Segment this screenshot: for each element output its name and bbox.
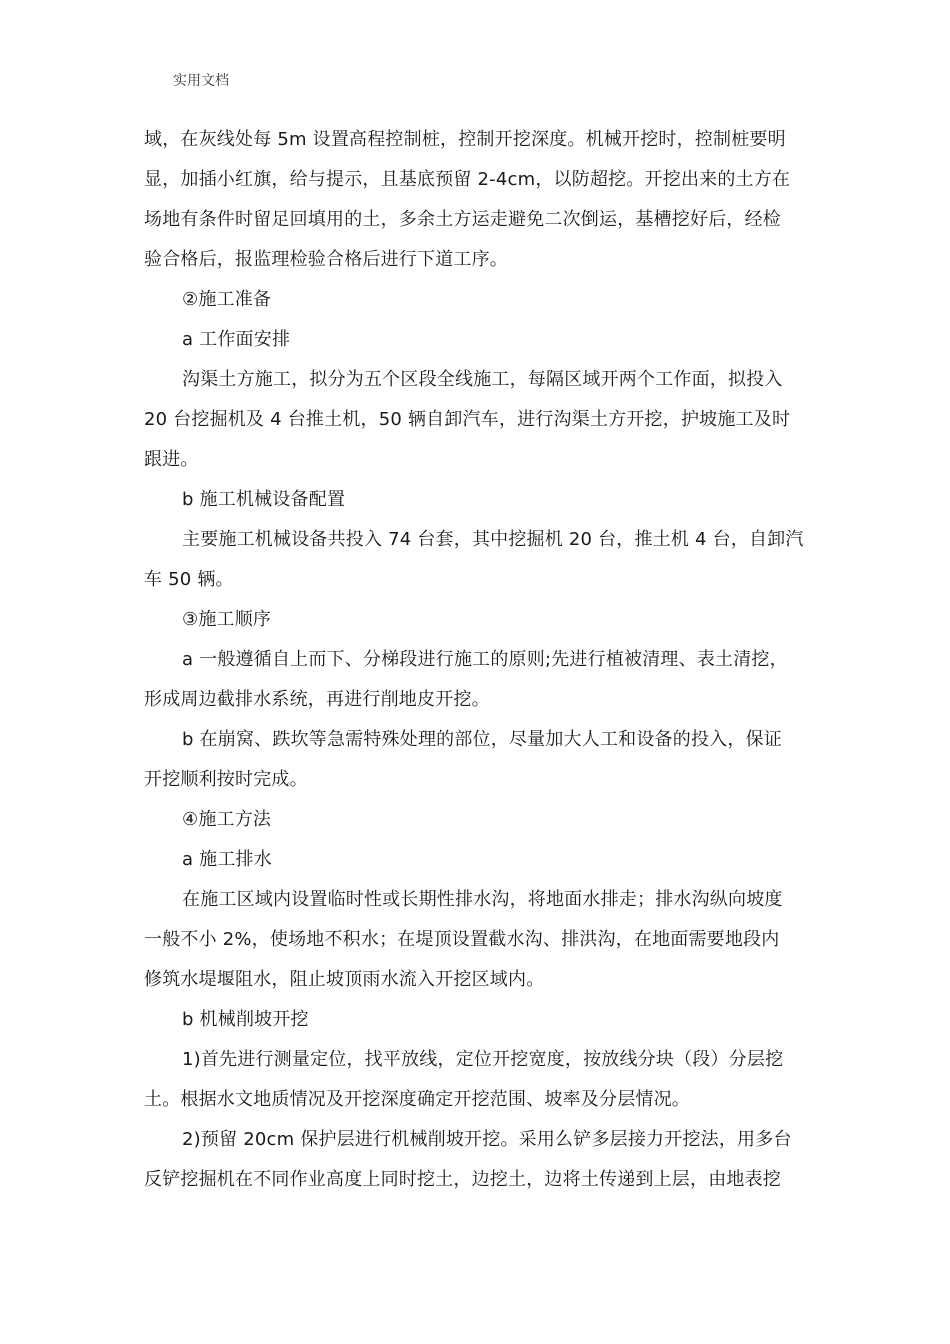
page-header: 实用文档 bbox=[173, 73, 229, 89]
text-line: ④施工方法 bbox=[182, 809, 272, 830]
text-line: 1)首先进行测量定位，找平放线，定位开挖宽度，按放线分块（段）分层挖 bbox=[182, 1049, 784, 1070]
text-line: 场地有条件时留足回填用的土，多余土方运走避免二次倒运，基槽挖好后，经检 bbox=[144, 209, 781, 230]
text-line: 主要施工机械设备共投入 74 台套，其中挖掘机 20 台，推土机 4 台，自卸汽 bbox=[182, 529, 804, 550]
text-line: b 机械削坡开挖 bbox=[182, 1009, 309, 1030]
text-line: 在施工区域内设置临时性或长期性排水沟，将地面水排走；排水沟纵向坡度 bbox=[182, 889, 783, 910]
text-line: a 施工排水 bbox=[182, 849, 272, 870]
text-line: b 施工机械设备配置 bbox=[182, 489, 346, 510]
text-line: 土。根据水文地质情况及开挖深度确定开挖范围、坡率及分层情况。 bbox=[144, 1089, 690, 1110]
text-line: 2)预留 20cm 保护层进行机械削坡开挖。采用么铲多层接力开挖法，用多台 bbox=[182, 1129, 792, 1150]
text-line: 车 50 辆。 bbox=[144, 569, 234, 590]
text-line: 反铲挖掘机在不同作业高度上同时挖土，边挖土，边将土传递到上层，由地表挖 bbox=[144, 1169, 781, 1190]
text-line: 显，加插小红旗，给与提示，且基底预留 2-4cm，以防超挖。开挖出来的土方在 bbox=[144, 169, 791, 190]
text-line: 沟渠土方施工，拟分为五个区段全线施工，每隔区域开两个工作面，拟投入 bbox=[182, 369, 783, 390]
text-line: a 一般遵循自上而下、分梯段进行施工的原则;先进行植被清理、表土清挖， bbox=[182, 649, 788, 670]
text-line: 验合格后，报监理检验合格后进行下道工序。 bbox=[144, 249, 508, 270]
text-line: 一般不小 2%，使场地不积水；在堤顶设置截水沟、排洪沟，在地面需要地段内 bbox=[144, 929, 780, 950]
text-line: ②施工准备 bbox=[182, 289, 272, 310]
text-line: 开挖顺利按时完成。 bbox=[144, 769, 308, 790]
text-line: b 在崩窝、跌坎等急需特殊处理的部位，尽量加大人工和设备的投入，保证 bbox=[182, 729, 782, 750]
text-line: 形成周边截排水系统，再进行削地皮开挖。 bbox=[144, 689, 490, 710]
text-line: 修筑水堤堰阻水，阻止坡顶雨水流入开挖区域内。 bbox=[144, 969, 545, 990]
document-body bbox=[144, 120, 808, 1200]
text-line: 跟进。 bbox=[144, 449, 199, 470]
text-line: 域，在灰线处每 5m 设置高程控制桩，控制开挖深度。机械开挖时，控制桩要明 bbox=[144, 129, 786, 150]
text-line: a 工作面安排 bbox=[182, 329, 291, 350]
text-line: ③施工顺序 bbox=[182, 609, 272, 630]
text-line: 20 台挖掘机及 4 台推土机，50 辆自卸汽车，进行沟渠土方开挖，护坡施工及时 bbox=[144, 409, 791, 430]
